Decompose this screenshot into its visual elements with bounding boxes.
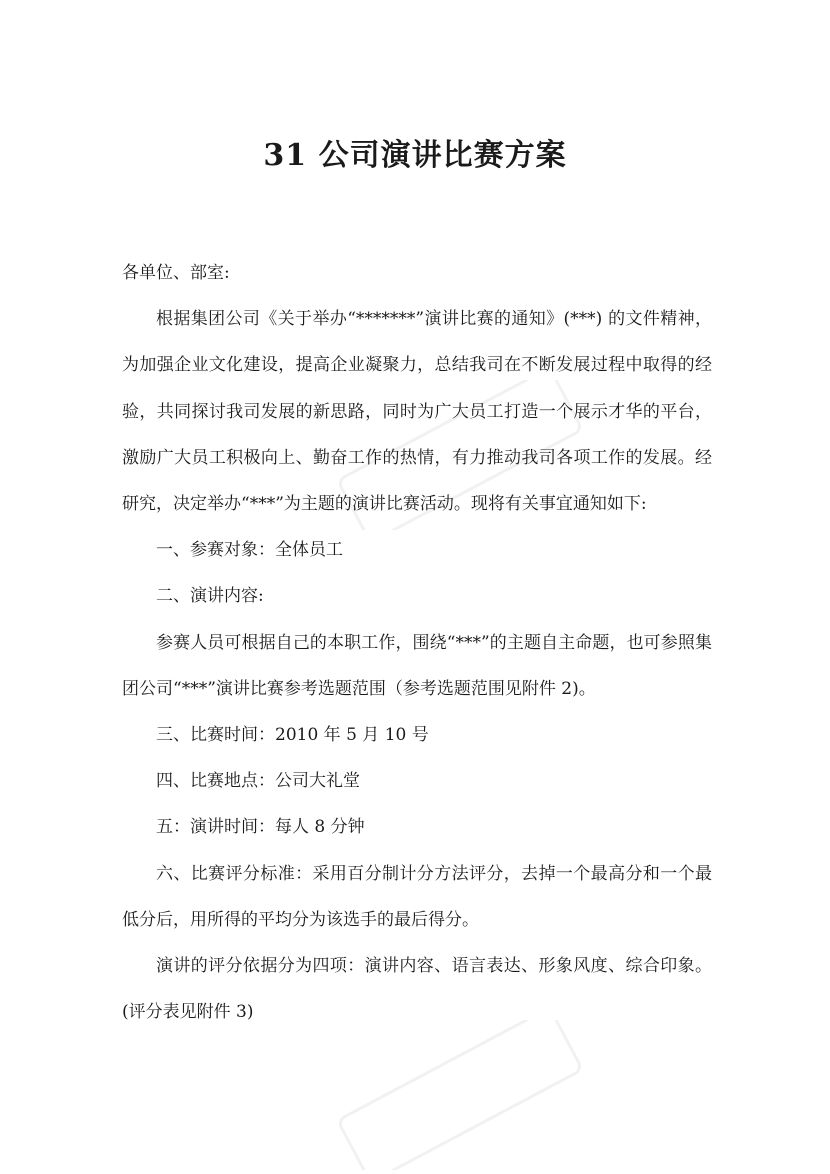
section-content-body: 参赛人员可根据自己的本职工作，围绕“***”的主题自主命题，也可参照集团公司“***”演讲比赛参考选题范围（参考选题范围见附件 2)。 [122,632,712,699]
salutation: 各单位、部室: [122,263,230,283]
section-time: 三、比赛时间：2010 年 5 月 10 号 [156,725,429,746]
document-title: 31 公司演讲比赛方案 [263,138,567,173]
section-criteria: 演讲的评分依据分为四项：演讲内容、语言表达、形象风度、综合印象。(评分表见附件 3) [122,956,712,1023]
section-venue: 四、比赛地点：公司大礼堂 [156,771,360,792]
document-body [122,250,712,1035]
section-content-heading: 二、演讲内容: [156,586,264,607]
watermark-logo-bottom [300,1020,620,1170]
intro-paragraph: 根据集团公司《关于举办“*******”演讲比赛的通知》(***) 的文件精神，为加强企业文化建设，提高企业凝聚力，总结我司在不断发展过程中取得的经验，共同探讨我司发展的新思路，同时为广大员工打造一个展示才华的平台，激励广大员工积极向上、勤奋工作的热情，有力推动我司各项工作的发展。经研究，决定举办“***”为主题的演讲比赛活动。现将有关事宜通知如下: [122,309,712,515]
section-duration: 五：演讲时间：每人 8 分钟 [156,817,365,838]
section-participants: 一、参赛对象：全体员工 [156,540,343,561]
section-scoring: 六、比赛评分标准：采用百分制计分方法评分，去掉一个最高分和一个最低分后，用所得的平均分为该选手的最后得分。 [122,863,712,930]
